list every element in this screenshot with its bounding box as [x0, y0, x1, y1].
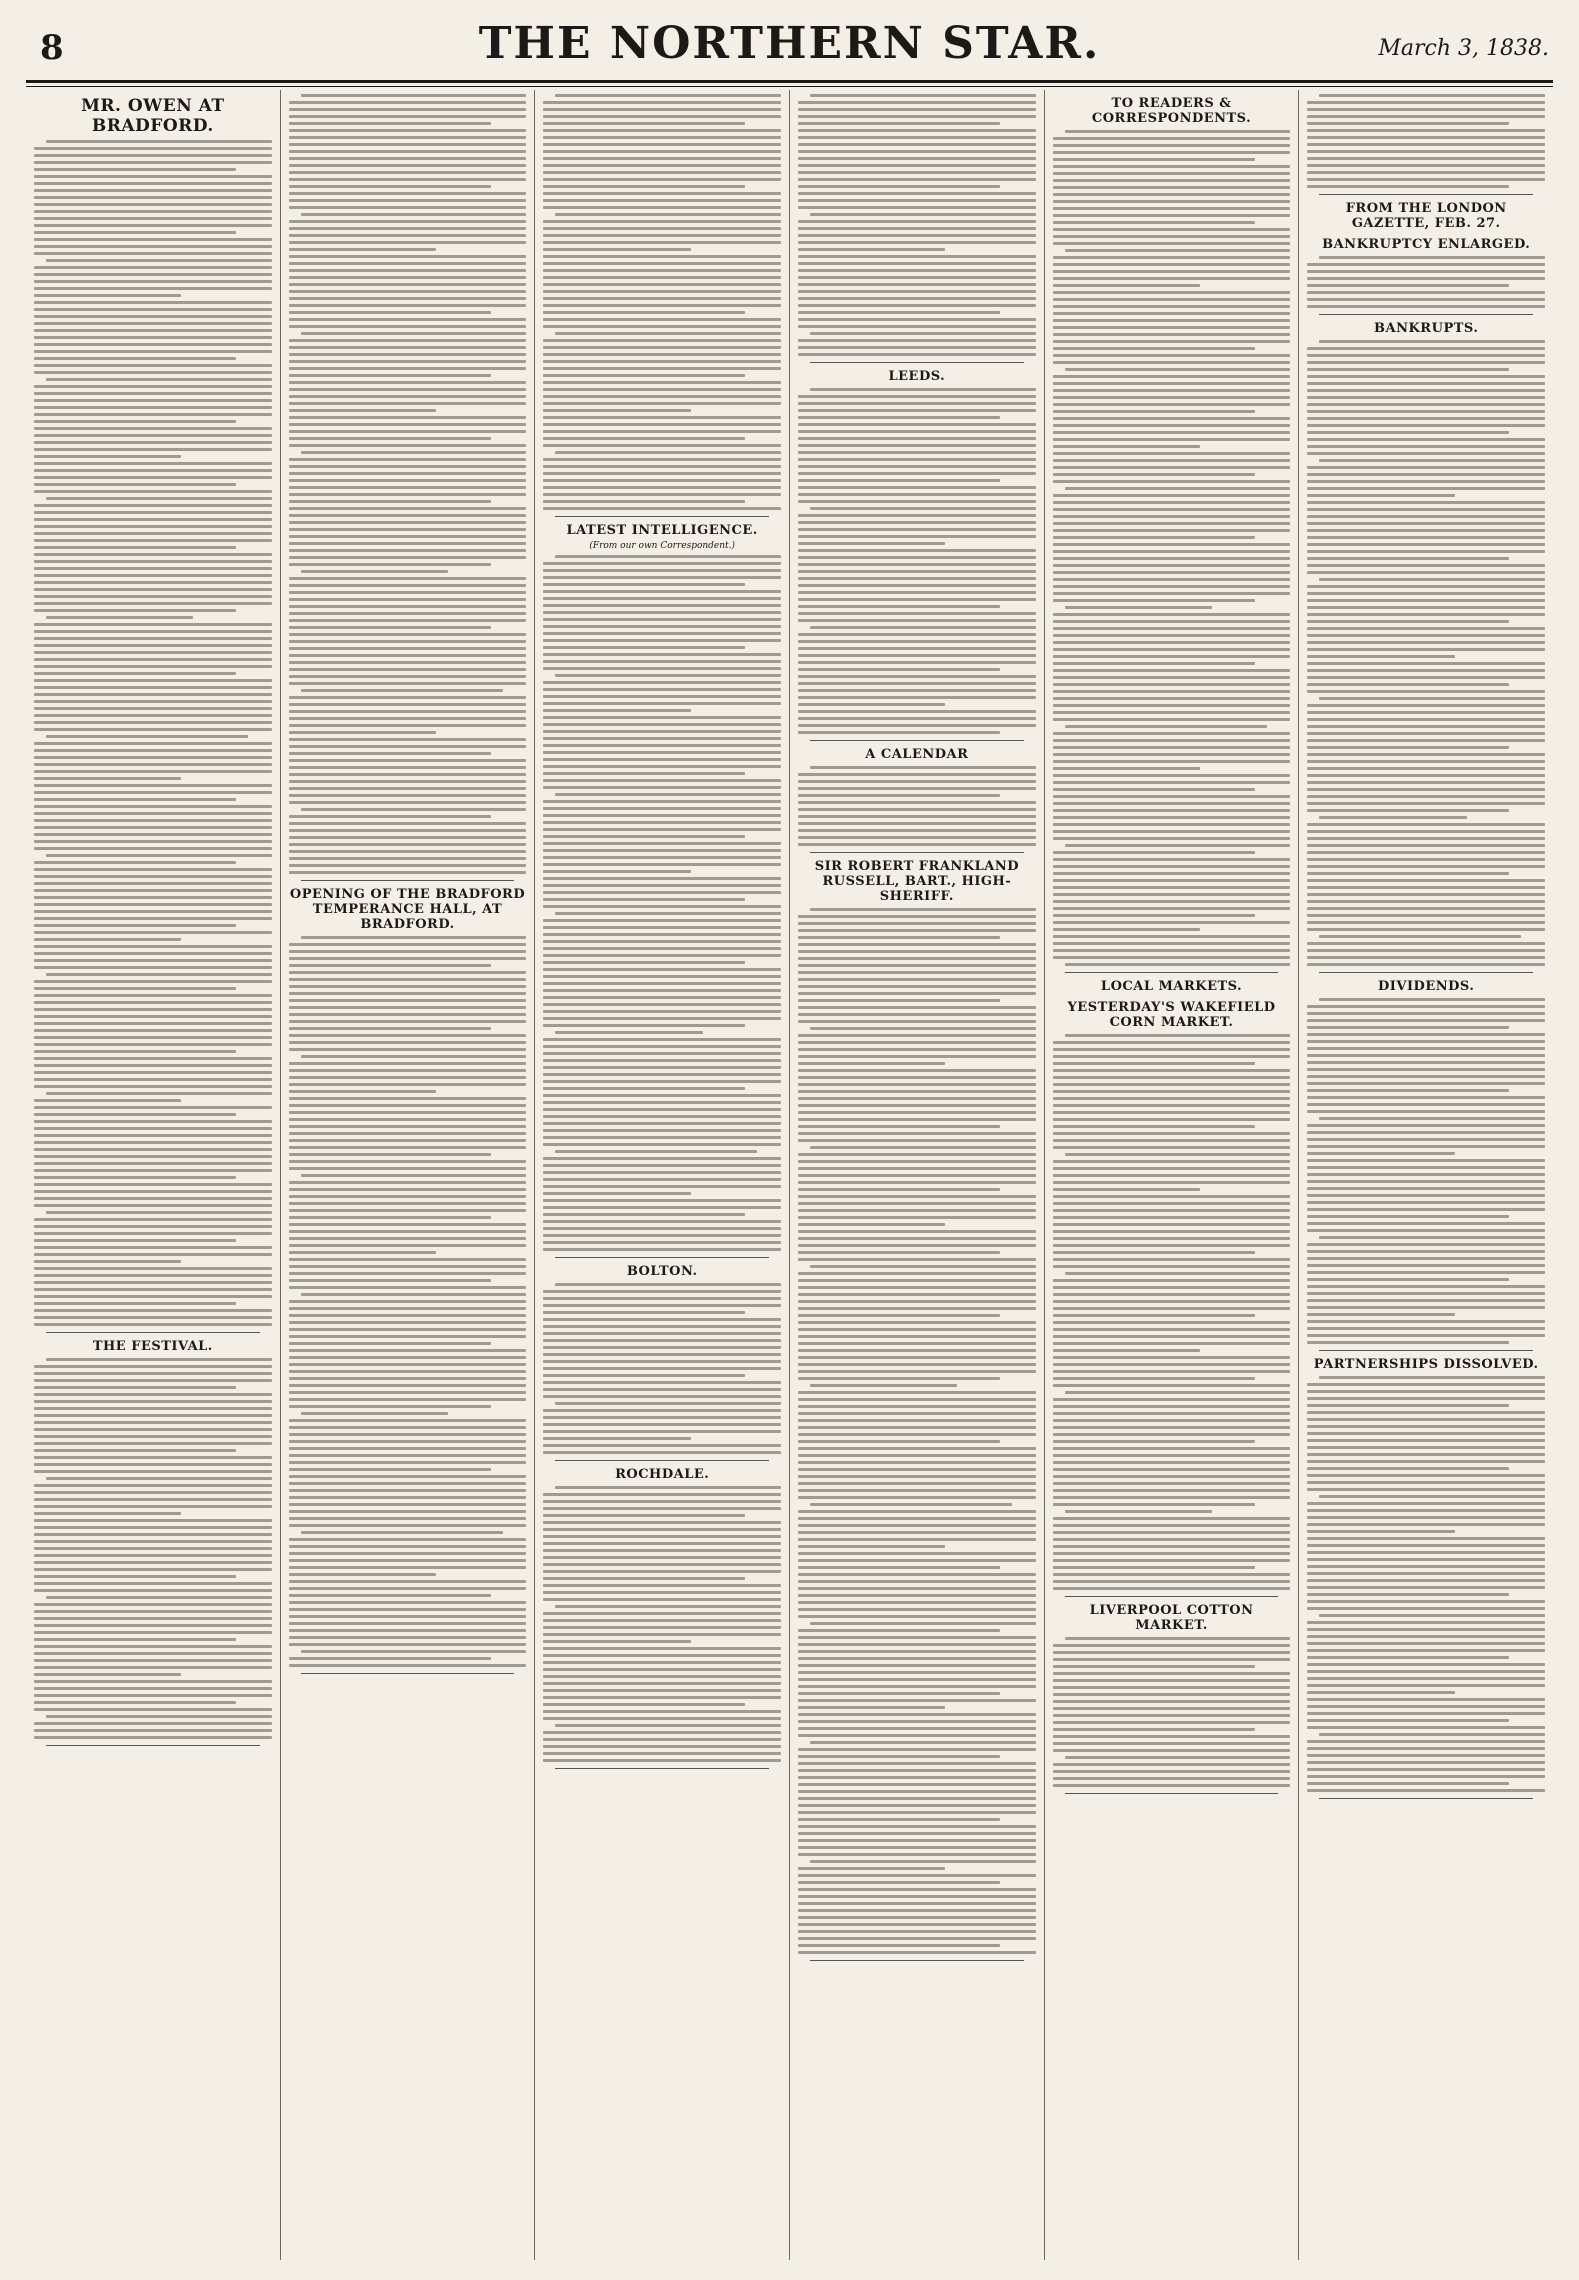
- article-body: [543, 94, 781, 510]
- section-heading: SIR ROBERT FRANKLAND RUSSELL, BART., HIGH-SHERIFF.: [814, 859, 1019, 904]
- section-heading: LEEDS.: [888, 369, 946, 384]
- section-heading: LATEST INTELLIGENCE.: [566, 523, 758, 538]
- section-rule: [1319, 194, 1533, 195]
- section-rule: [1319, 1350, 1533, 1351]
- section-heading: THE FESTIVAL.: [92, 1339, 213, 1354]
- article-body: [1053, 1637, 1291, 1787]
- section-rule: [301, 880, 515, 881]
- section-heading: MR. OWEN AT BRADFORD.: [81, 96, 225, 136]
- section-heading: OPENING OF THE BRADFORD TEMPERANCE HALL, AT BRADFORD.: [289, 887, 526, 932]
- section-heading: DIVIDENDS.: [1378, 979, 1475, 994]
- column-1: [26, 90, 281, 2260]
- section-rule: [46, 1332, 260, 1333]
- article-body: [543, 1283, 781, 1454]
- section-rule: [555, 1460, 769, 1461]
- article-body: [34, 1358, 272, 1739]
- article-body: [289, 936, 527, 1667]
- article-body: [798, 908, 1036, 1954]
- article-body: [543, 555, 781, 1251]
- section-rule: [555, 1768, 769, 1769]
- section-heading: PARTNERSHIPS DISSOLVED.: [1313, 1357, 1539, 1372]
- column-2: [281, 90, 536, 2260]
- issue-date: March 3, 1838.: [1378, 36, 1549, 61]
- article-body: [1053, 130, 1291, 966]
- section-rule: [1319, 972, 1533, 973]
- article-body: [34, 140, 272, 1326]
- section-heading: BOLTON.: [626, 1264, 698, 1279]
- section-heading: FROM THE LONDON GAZETTE, FEB. 27.: [1345, 201, 1507, 231]
- section-rule: [1065, 1596, 1279, 1597]
- article-body: [1307, 256, 1545, 308]
- section-subheading: (From our own Correspondent.): [589, 541, 736, 551]
- article-body: [798, 766, 1036, 846]
- section-rule: [1319, 314, 1533, 315]
- section-heading: BANKRUPTS.: [1374, 321, 1479, 336]
- column-6: [1299, 90, 1553, 2260]
- section-heading: LIVERPOOL COTTON MARKET.: [1089, 1603, 1254, 1633]
- section-rule: [810, 852, 1024, 853]
- section-rule: [810, 740, 1024, 741]
- column-4: [790, 90, 1045, 2260]
- section-rule: [555, 1257, 769, 1258]
- column-3: [535, 90, 790, 2260]
- article-body: [289, 94, 527, 874]
- section-heading: YESTERDAY'S WAKEFIELD CORN MARKET.: [1067, 1000, 1276, 1030]
- section-rule: [1065, 972, 1279, 973]
- article-body: [798, 388, 1036, 734]
- article-body: [1053, 1034, 1291, 1590]
- section-heading: TO READERS & CORRESPONDENTS.: [1091, 96, 1252, 126]
- article-body: [1307, 998, 1545, 1344]
- page-number: 8: [40, 28, 64, 68]
- article-body: [1307, 94, 1545, 188]
- section-heading: ROCHDALE.: [615, 1467, 710, 1482]
- section-rule: [46, 1745, 260, 1746]
- article-columns: [26, 90, 1553, 2260]
- section-rule: [301, 1673, 515, 1674]
- section-rule: [810, 362, 1024, 363]
- section-heading: BANKRUPTCY ENLARGED.: [1322, 237, 1531, 252]
- section-rule: [1319, 1798, 1533, 1799]
- section-rule: [810, 1960, 1024, 1961]
- section-rule: [1065, 1793, 1279, 1794]
- article-body: [798, 94, 1036, 356]
- section-heading: A CALENDAR: [865, 747, 969, 762]
- masthead-rule: [26, 80, 1553, 87]
- section-rule: [555, 516, 769, 517]
- column-5: [1045, 90, 1300, 2260]
- article-body: [1307, 340, 1545, 966]
- section-heading: LOCAL MARKETS.: [1100, 979, 1243, 994]
- article-body: [1307, 1376, 1545, 1792]
- article-body: [543, 1486, 781, 1762]
- masthead-title: THE NORTHERN STAR.: [478, 18, 1101, 69]
